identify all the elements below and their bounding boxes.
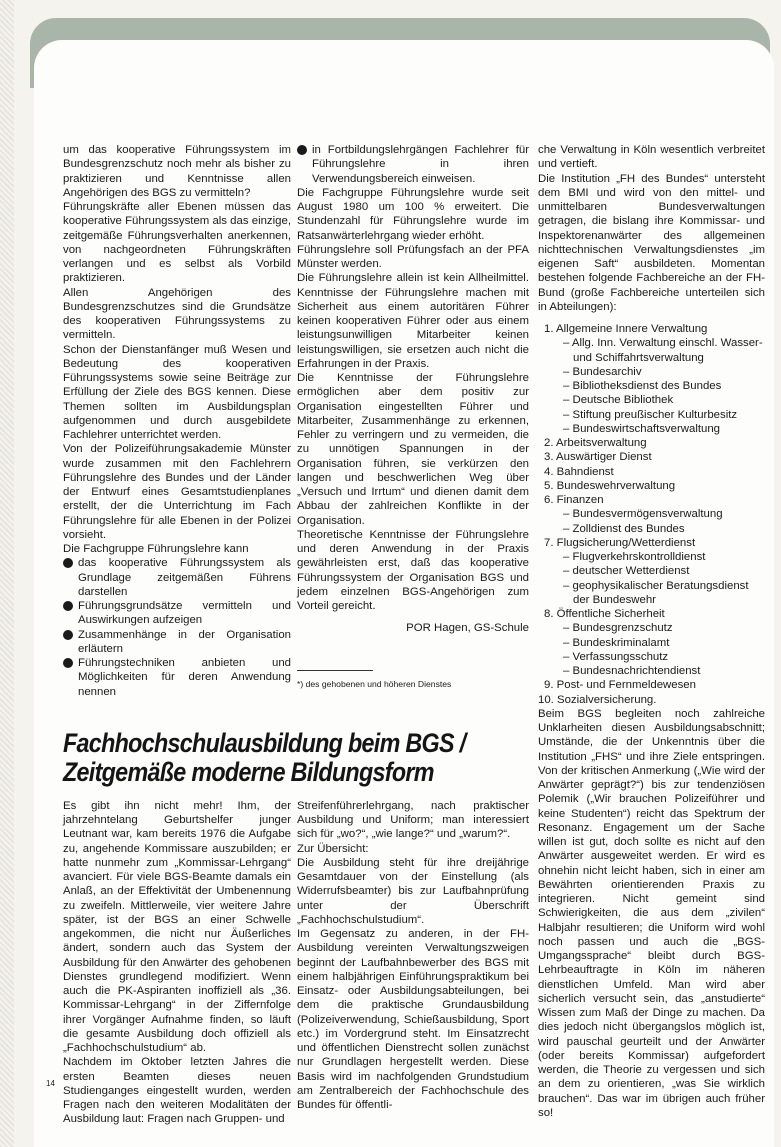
bullet-icon: [63, 630, 73, 640]
bullet-item: [63, 599, 291, 628]
department-subitem: – Bundeskriminalamt: [563, 636, 670, 649]
bullet-item: [63, 556, 291, 599]
department-subitem: – Bundesnachrichtendienst: [563, 665, 701, 677]
bullet-icon: [63, 601, 73, 611]
paragraph: Von der Polizeiführungsakademie Münster wurde zusammen mit den Fachlehrern Führungslehre des Bundes und der Länder der Entwurf eines Gesamtstudienplanes erstellt, der die Unterrichtung im Fach Führungslehre für alle Ebenen in der Polizei vorsieht.: [63, 443, 291, 541]
footnote: *) des gehobenen und höheren Dienstes: [297, 678, 452, 689]
department-item: 4. Bahndienst: [544, 465, 614, 478]
department-subitem: – Bundesarchiv: [563, 365, 642, 378]
top-row: [63, 143, 529, 699]
department-subitem: – Bundeswirtschaftsverwaltung: [563, 422, 721, 435]
bullet-item: [63, 656, 291, 699]
headline-line: Zeitgemäße moderne Bildungsform: [63, 756, 434, 787]
bullet-icon: [63, 558, 73, 568]
paragraph: Es gibt ihn nicht mehr! Ihm, der jahrzehntelang Geburtshelfer junger Leutnant war, kam bereits 1976 die Aufgabe zu, angehende Kommissare auszubilden; er hatte nunmehr zum „Kommissar-Lehrgang“ avanciert. Für viele BGS-Beamte damals ein Anlaß, an der Effektivität der Umbenennung zu zweifeln. Mittlerweile, vier weitere Jahre später, ist der BGS an einer Schwelle angekommen, die nicht nur Äußerliches ändert, sondern auch das System der Ausbildung für den Anwärter des gehobenen Dienstes grundlegend modifiziert. Wenn auch die PK-Aspiranten inoffiziell als „36. Kommissar-Lehrgang“ in der Ziffernfolge ihrer Vorgänger Aufnahme finden, so läuft die gesamte Ausbildung doch offiziell als „Fachhochschulstudium“ ab.: [63, 799, 291, 1054]
department-subitem: – Flugverkehrskontrolldienst: [563, 551, 706, 563]
department-subitem: – Stiftung preußischer Kulturbesitz: [563, 408, 738, 421]
department-item: 5. Bundeswehrverwaltung: [544, 479, 676, 492]
page-number: 14: [46, 1079, 55, 1088]
bullet-icon: [297, 145, 307, 155]
paragraph: che Verwaltung in Köln wesentlich verbreitet und vertieft.: [538, 144, 765, 171]
bullet-item: [297, 143, 529, 186]
top-middle-column: [297, 143, 529, 690]
department-subitem: – Bundesvermögensverwaltung: [563, 508, 723, 521]
department-subitem: – Bundesgrenzschutz: [563, 622, 673, 635]
article-middle-column: [297, 799, 529, 1113]
department-item: 3. Auswärtiger Dienst: [544, 451, 652, 464]
department-item: 10. Sozialversicherung.: [538, 693, 657, 706]
paragraph: Führungslehre soll Prüfungsfach an der PFA Münster werden.: [297, 243, 529, 270]
right-column: [538, 143, 765, 1120]
department-subitem: – Bibliotheksdienst des Bundes: [563, 380, 722, 392]
department-subitem: – Verfassungsschutz: [563, 650, 669, 663]
paragraph: Die Institution „FH des Bundes“ untersteht dem BMI und wird von den mittel- und unmittelbaren Bundesverwaltungen getragen, die bislang ihre Kommissar- und Inspektorenanwärter des allgemeinen nichttechnischen Verwaltungsdienstes „im eigenen Saft“ ausbildeten. Momentan bestehen folgende Fachbereiche an der FH-Bund (große Fachbereiche unterteilen sich in Abteilungen):: [538, 172, 765, 313]
department-list: [538, 322, 765, 707]
bullet-text: Führungsgrundsätze vermitteln und Auswirkungen aufzeigen: [78, 600, 291, 627]
department-item: 6. Finanzen: [544, 494, 604, 506]
bullet-item: [63, 628, 291, 657]
scan-edge: [0, 0, 14, 1147]
paragraph: Nachdem im Oktober letzten Jahres die ersten Beamten dieses neuen Studienganges eingestellt wurden, werden Fragen nach den weiteren Modalitäten der Ausbildung laut: Fragen nach Gruppen- und: [63, 1056, 291, 1126]
paragraph: Schon der Dienstanfänger muß Wesen und Bedeutung des kooperativen Führungssystems sowie seine Beiträge zur Erfüllung der Ziele des BGS kennen. Diese Themen sollten im Ausbildungsplan aufgenommen und durch ausgebildete Fachlehrer unterrichtet werden.: [63, 343, 291, 441]
department-subitem: – Zolldienst des Bundes: [563, 522, 685, 535]
main-flow: [63, 0, 529, 1147]
author-signature: POR Hagen, GS-Schule: [406, 622, 529, 635]
paragraph: Zur Übersicht:: [297, 842, 369, 855]
paragraph: Beim BGS begleiten noch zahlreiche Unklarheiten diesen Ausbildungsabschnitt; Umstände, die der Unkenntnis über die Institution „FHS“ und ihre Ziele entspringen. Von der kritischen Anmerkung („Wie wird der Anwärter geprägt?“) bis zur tendenziösen Polemik („Wir brauchen Polizeiführer und keine Studenten“) reicht das Spektrum der Resonanz. Engagement um der Sache willen ist gut, doch sollte es nicht auf den Anwärter ausgeweitet werden. Er wird es ohnehin nicht leicht haben, sich in einer am Bewährten orientierenden Praxis zu integrieren. Nicht gemeint sind Schwierigkeiten, die aus dem „zivilen“ Halbjahr resultieren; die Uniform wird wohl noch passen und auch die „BGS-Umgangssprache“ bleibt durch BGS-Lehrbeauftragte in Köln im näheren dienstlichen Umfeld. Man wird aber sicherlich versucht sein, das „anstudierte“ Wissen zum Maß der Dinge zu machen. Da dies jedoch nicht übergangslos möglich ist, wird pauschal geurteilt und der Anwärter (oder bereits Kommissar) aufgefordert werden, die Theorie zu vergessen und sich an dem zu orientieren, „was Sie wirklich brauchen“. Das war im übrigen auch früher so!: [538, 707, 765, 1119]
department-item: 7. Flugsicherung/Wetterdienst: [544, 536, 696, 549]
paragraph: Im Gegensatz zu anderen, in der FH-Ausbildung vereinten Verwaltungszweigen beginnt der Laufbahnbewerber des BGS mit einem halbjährigen Einführungspraktikum bei Einsatz- oder Ausbildungsabteilungen, bei dem die praktische Grundausbildung (Polizeiverwendung, Schießausbildung, Sport etc.) im Vordergrund steht. Im Einsatzrecht und öffentlichen Dienstrecht sollen zunächst nur Grundlagen hergestellt werden. Diese Basis wird im nachfolgenden Grundstudium am Zentralbereich der Fachhochschule des Bundes für öffentli-: [297, 928, 529, 1111]
department-item: 1. Allgemeine Innere Verwaltung: [544, 323, 708, 335]
article-row: [63, 799, 529, 1127]
paragraph: Die Fachgruppe Führungslehre wurde seit August 1980 um 100 % erweitert. Die Stundenzahl für Führungslehre wurde im Ratsanwärterlehrgang wieder erhöht.: [297, 186, 529, 242]
department-item: 2. Arbeitsverwaltung: [544, 437, 647, 449]
department-subitem: – deutscher Wetterdienst: [563, 565, 690, 578]
paragraph: Die Ausbildung steht für ihre dreijährige Gesamtdauer von der Einstellung (als Widerrufsbeamter) bis zur Laufbahnprüfung unter der Überschrift „Fachhochschulstudium“.: [297, 856, 529, 926]
bullet-text: in Fortbildungslehrgängen Fachlehrer für Führungslehre in ihren Verwendungsbereich einweisen.: [312, 144, 529, 185]
paragraph: Die Führungslehre allein ist kein Allheilmittel. Kenntnisse der Führungslehre machen mit Sicherheit aus einem autoritären Führer keinen kooperativen Führer oder aus einem leistungsunwilligen Mitarbeiter keinen leistungswilligen, sie ersetzen auch nicht die Erfahrungen in der Praxis.: [297, 272, 529, 370]
paragraph: Führungskräfte aller Ebenen müssen das kooperative Führungssystem als das einzige, zeitgemäße Führungsverhalten anerkennen, von nachgeordneten Führungskräften verlangen und es selbst als Vorbild praktizieren.: [63, 201, 291, 285]
bullet-text: Führungstechniken anbieten und Möglichkeiten für deren Anwendung nennen: [78, 657, 291, 698]
article-headline: [63, 729, 529, 787]
paragraph: um das kooperative Führungssystem im Bundesgrenzschutz noch mehr als bisher zu praktizieren und Kenntnisse allen Angehörigen des BGS zu vermitteln?: [63, 144, 291, 199]
department-subitem: – Allg. Inn. Verwaltung einschl. Wasser- und Schiffahrtsverwaltung: [563, 337, 763, 364]
department-subitem: – geophysikalischer Beratungsdienst der Bundeswehr: [563, 579, 749, 606]
bullet-text: das kooperative Führungssystem als Grundlage zeitgemäßen Führens darstellen: [78, 557, 291, 598]
paragraph: Die Fachgruppe Führungslehre kann: [63, 543, 249, 555]
headline-line: Fachhochschulausbildung beim BGS /: [63, 727, 466, 758]
paragraph: Theoretische Kenntnisse der Führungslehre und deren Anwendung in der Praxis gewährleisten erst, daß das kooperative Führungssystem der Organisation BGS und jedem einzelnen BGS-Angehörigen zum Vorteil gereicht.: [297, 528, 529, 612]
top-left-column: [63, 143, 291, 699]
department-subitem: – Deutsche Bibliothek: [563, 394, 674, 407]
paragraph: Streifenführerlehrgang, nach praktischer Ausbildung und Uniform; man interessiert sich für „wo?“, „wie lange?“ und „warum?“.: [297, 799, 529, 841]
bullet-icon: [63, 658, 73, 668]
bullet-text: Zusammenhänge in der Organisation erläutern: [78, 628, 291, 655]
paragraph: Die Kenntnisse der Führungslehre ermöglichen aber dem positiv zur Organisation eingestellten Führer und Mitarbeiter, Zusammenhänge zu erkennen, Fehler zu verringern und zu vermeiden, die zu unnötigen Spannungen in der Organisation führen, sie verkürzen den langen und beschwerlichen Weg über „Versuch und Irrtum“ und dienen damit dem Abbau der zahlreichen Konflikte in der Organisation.: [297, 372, 529, 527]
department-item: 9. Post- und Fernmeldewesen: [544, 679, 696, 692]
footnote-divider: [297, 670, 373, 671]
department-item: 8. Öffentliche Sicherheit: [544, 608, 665, 620]
paragraph: Allen Angehörigen des Bundesgrenzschutzes sind die Grundsätze des kooperativen Führungssystems zu vermitteln.: [63, 286, 291, 342]
article-left-column: [63, 799, 291, 1127]
